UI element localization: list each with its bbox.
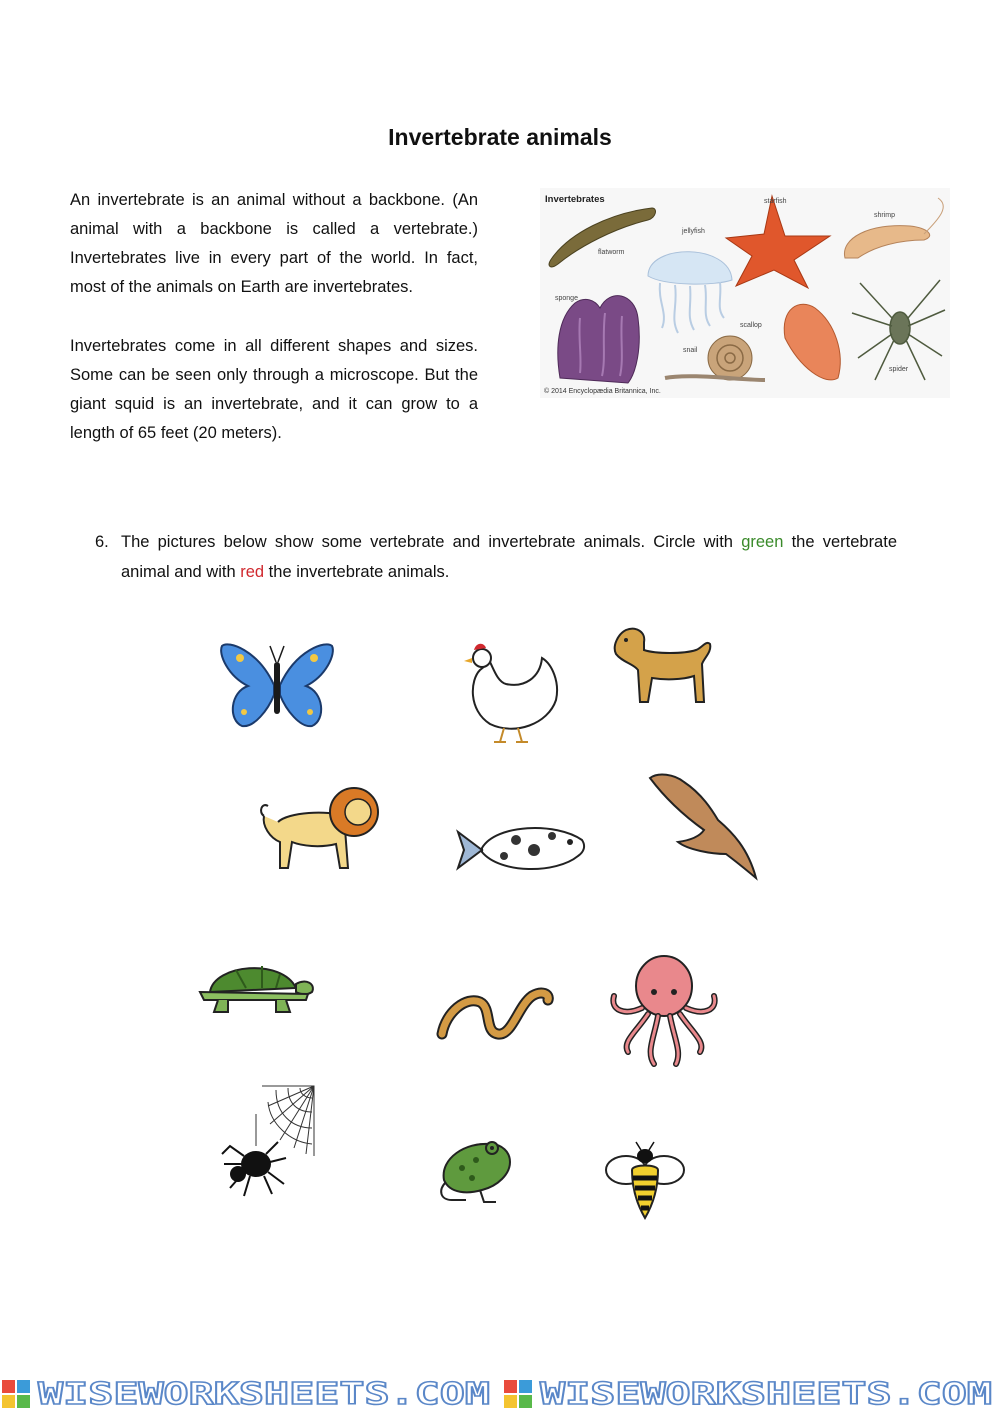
- footer-logo-icon-left: [2, 1380, 30, 1408]
- question-number: 6.: [95, 533, 109, 551]
- sponge-icon: [558, 296, 639, 383]
- label-shrimp: shrimp: [874, 212, 896, 219]
- invertebrates-illustration: [540, 188, 950, 398]
- footer-logo-text-right: WISEWORKSHEETS.COM: [540, 1377, 992, 1412]
- worm-icon[interactable]: [436, 982, 554, 1042]
- label-flatworm: flatworm: [598, 249, 625, 256]
- label-sponge: sponge: [555, 295, 578, 302]
- lion-icon[interactable]: [258, 782, 380, 878]
- red-word: red: [240, 563, 265, 581]
- intro-paragraph-2: Invertebrates come in all different shapes and sizes. Some can be seen only through a microscope. But the giant squid is an invertebrate, and it can grow to a length of 65 feet (20 meters).: [70, 337, 478, 442]
- frog-icon[interactable]: [436, 1134, 516, 1206]
- label-jellyfish: jellyfish: [682, 228, 705, 235]
- spider-with-web-icon[interactable]: [220, 1084, 318, 1202]
- question-text-part-2: the vertebrate animal and with: [121, 533, 897, 581]
- bird-icon[interactable]: [648, 770, 758, 882]
- question-text-part-1: The pictures below show some vertebrate and invertebrate animals. Circle with: [121, 533, 742, 551]
- bee-icon[interactable]: [604, 1140, 686, 1220]
- label-spider: spider: [889, 366, 909, 373]
- footer-logo-icon-right: [504, 1380, 532, 1408]
- turtle-icon[interactable]: [196, 952, 318, 1022]
- octopus-icon[interactable]: [606, 952, 722, 1070]
- question-text: [121, 527, 897, 587]
- footer-logo-text-left: WISEWORKSHEETS.COM: [38, 1377, 490, 1412]
- butterfly-icon[interactable]: [218, 640, 336, 732]
- question-6: [95, 527, 897, 587]
- footer-watermark: [0, 1374, 1000, 1412]
- intro-paragraph-1: An invertebrate is an animal without a backbone. (An animal with a backbone is called a vertebrate.) Invertebrates live in every part of the world. In fact, most of the animals on Earth are invertebrates.: [70, 191, 478, 296]
- label-starfish: starfish: [764, 198, 787, 205]
- label-scallop: scallop: [740, 322, 762, 329]
- green-word: green: [741, 533, 784, 551]
- illustration-credit: © 2014 Encyclopædia Britannica, Inc.: [544, 388, 661, 395]
- hen-icon[interactable]: [460, 640, 564, 746]
- question-text-part-3: the invertebrate animals.: [264, 563, 450, 581]
- page-title: Invertebrate animals: [388, 124, 612, 150]
- illustration-heading: Invertebrates: [545, 194, 605, 205]
- dog-icon[interactable]: [612, 624, 716, 708]
- label-snail: snail: [683, 347, 698, 354]
- fish-icon[interactable]: [456, 816, 588, 882]
